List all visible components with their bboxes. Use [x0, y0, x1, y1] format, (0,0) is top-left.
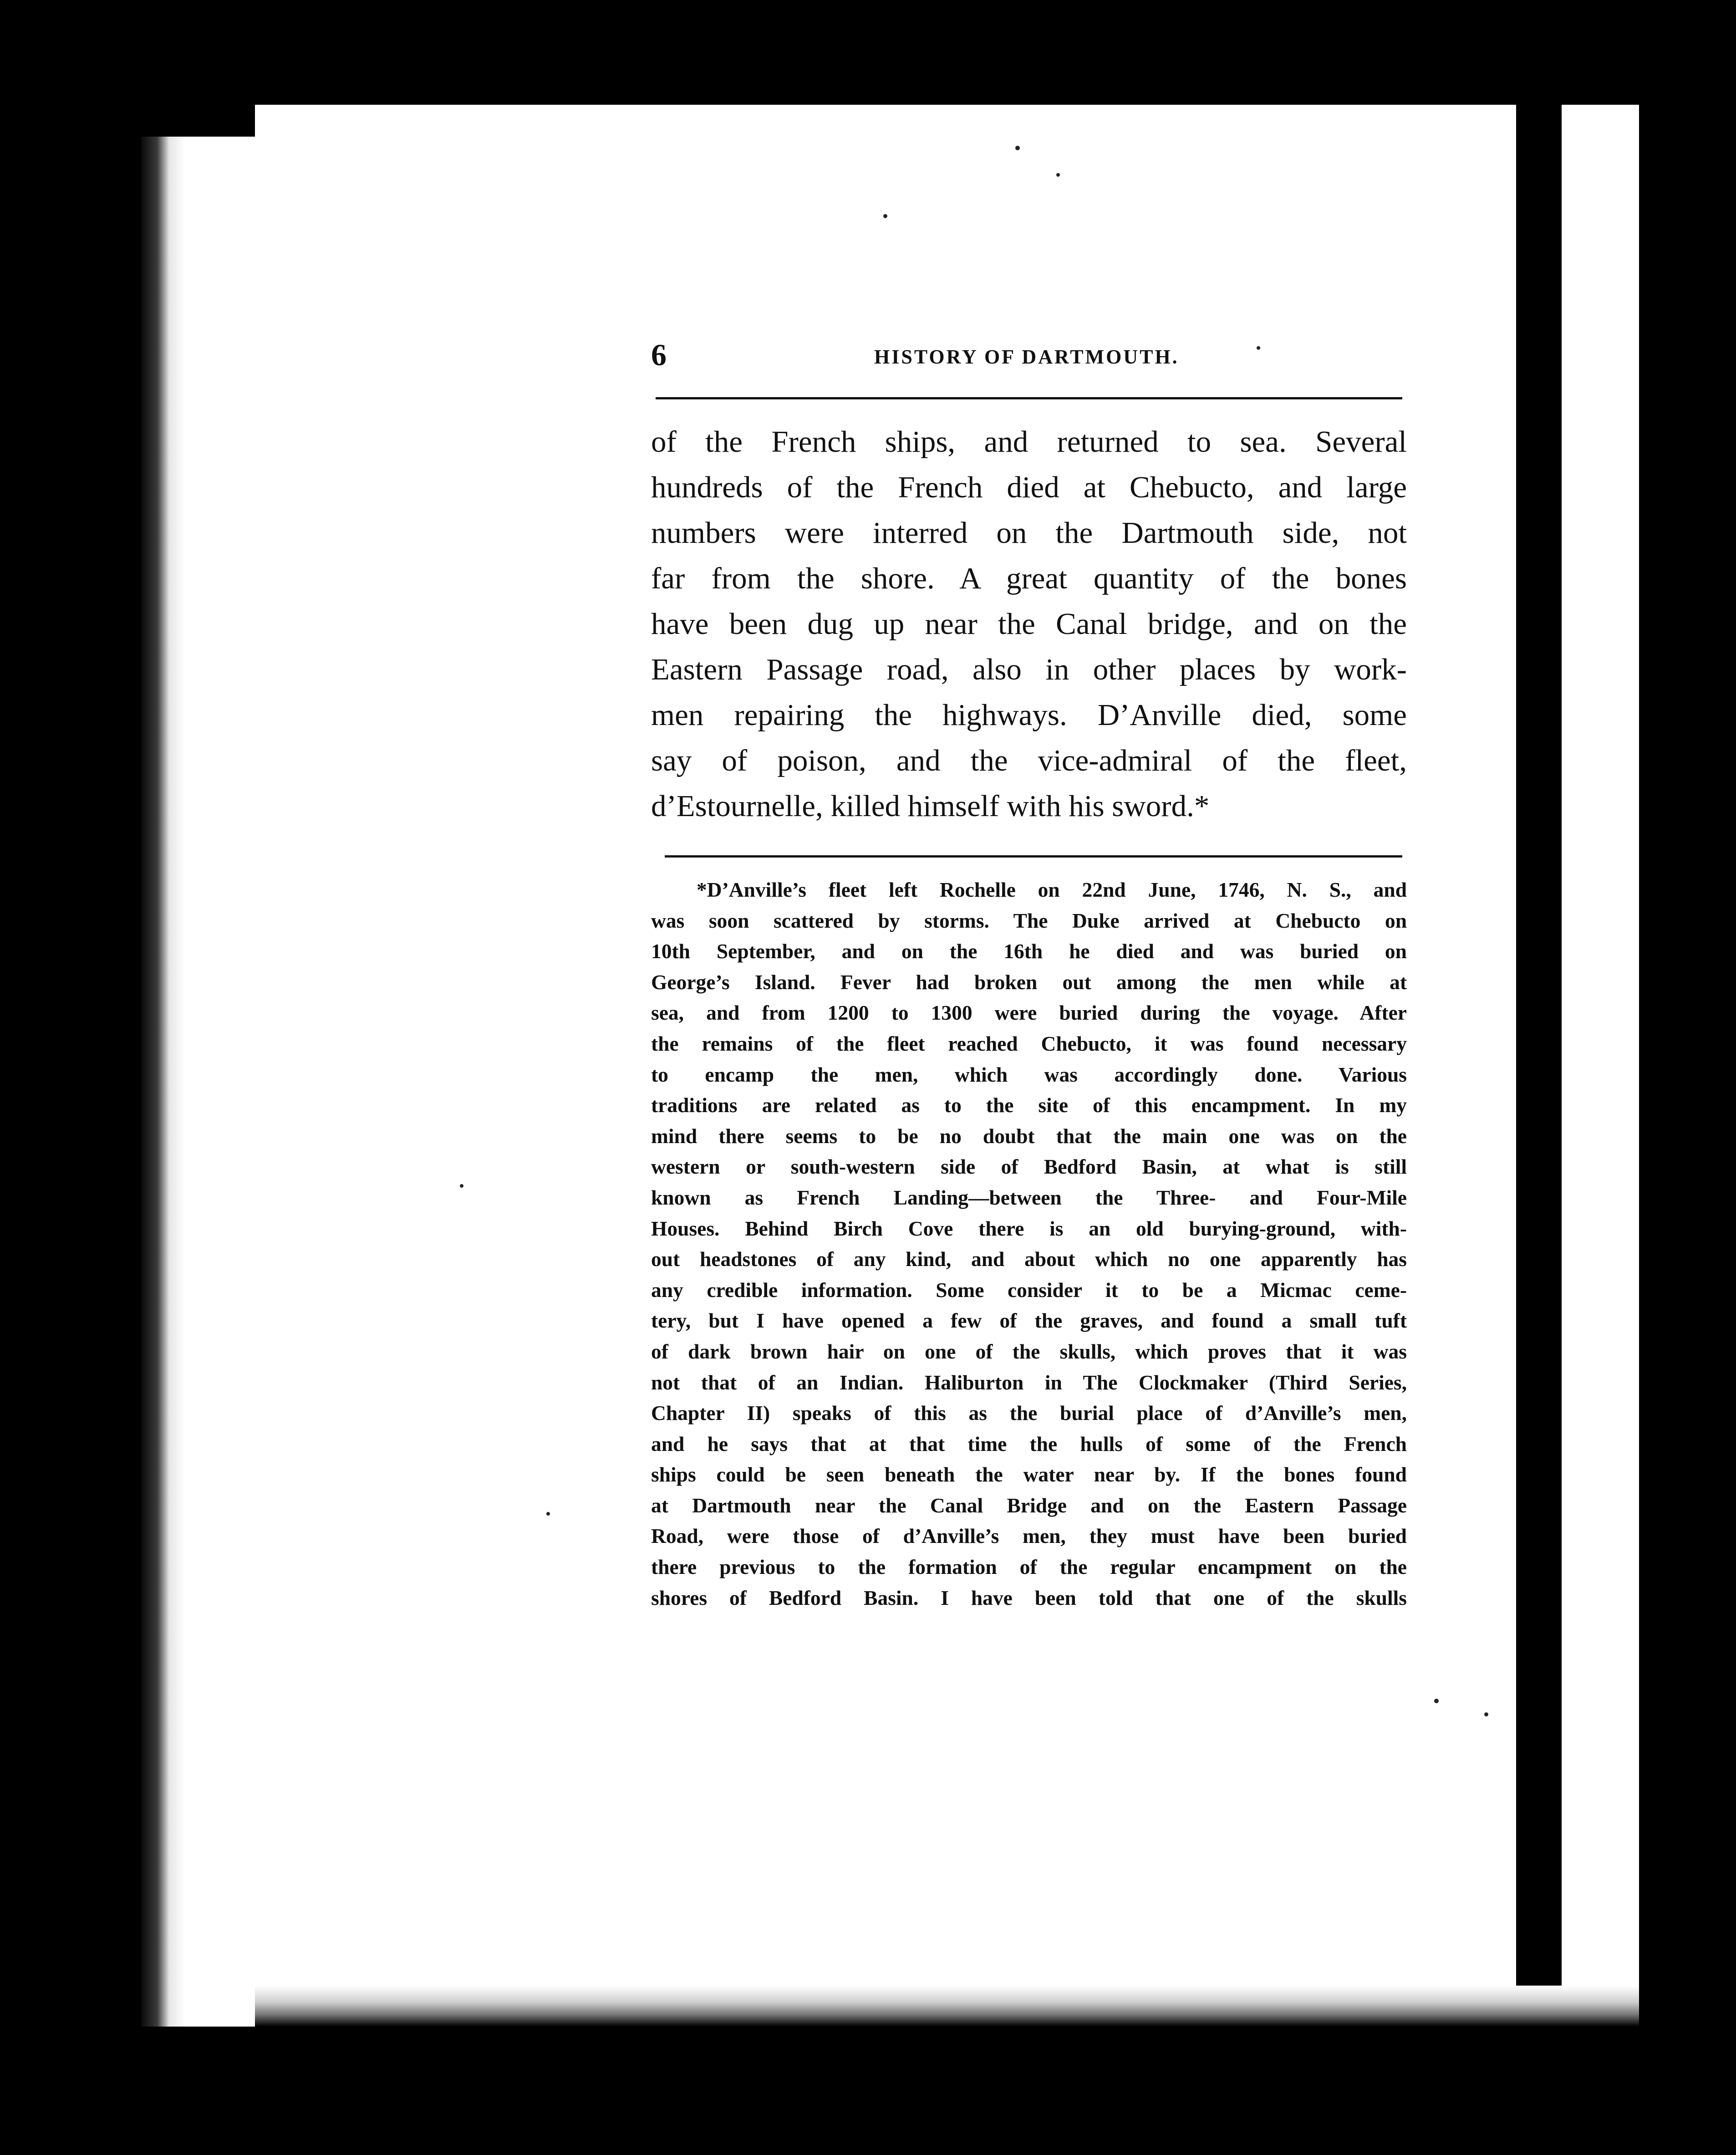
footnote-line: the remains of the fleet reached Chebucto, it was found necessary — [651, 1032, 1407, 1055]
footnote-line: sea, and from 1200 to 1300 were buried during the voyage. After — [651, 1001, 1407, 1025]
footnote-line: ships could be seen beneath the water near by. If the bones found — [651, 1463, 1407, 1486]
footnote-line: Road, were those of d’Anville’s men, they must have been buried — [651, 1524, 1407, 1548]
footnote-line: there previous to the formation of the regular encampment on the — [651, 1555, 1407, 1579]
footnote-line: tery, but I have opened a few of the graves, and found a small tuft — [651, 1309, 1407, 1333]
body-line: numbers were interred on the Dartmouth side, not — [651, 516, 1407, 550]
footnote-line: to encamp the men, which was accordingly done. Various — [651, 1062, 1407, 1086]
body-line: say of poison, and the vice-admiral of the fleet, — [651, 744, 1407, 777]
footnote-line: was soon scattered by storms. The Duke arrived at Chebucto on — [651, 909, 1407, 932]
footnote-line: known as French Landing—between the Three- and Four-Mile — [651, 1185, 1407, 1209]
footnote-line: traditions are related as to the site of this encampment. In my — [651, 1093, 1407, 1117]
footnote-rule — [665, 855, 1402, 858]
footnote-line: of dark brown hair on one of the skulls, which proves that it was — [651, 1339, 1407, 1363]
footnote-line: 10th September, and on the 16th he died and was buried on — [651, 940, 1407, 963]
page-number: 6 — [651, 337, 667, 372]
body-line: d’Estournelle, killed himself with his sword.* — [651, 789, 1210, 823]
footnote-line: not that of an Indian. Haliburton in The Clockmaker (Third Series, — [651, 1370, 1407, 1394]
footnote-line: George’s Island. Fever had broken out among the men while at — [651, 970, 1407, 994]
body-line: of the French ships, and returned to sea. Several — [651, 425, 1407, 459]
footnote-line: Houses. Behind Birch Cove there is an old burying-ground, with- — [651, 1216, 1407, 1240]
running-header — [651, 337, 1407, 378]
footnote-line: at Dartmouth near the Canal Bridge and on the Eastern Passage — [651, 1493, 1407, 1517]
body-line: hundreds of the French died at Chebucto, and large — [651, 470, 1407, 504]
body-paragraph — [651, 419, 1407, 829]
body-line: far from the shore. A great quantity of the bones — [651, 562, 1407, 595]
next-page-edge — [1562, 105, 1639, 2027]
footnote-line: mind there seems to be no doubt that the main one was on the — [651, 1124, 1407, 1148]
running-title: HISTORY OF DARTMOUTH. — [874, 346, 1179, 368]
footnote-line: Chapter II) speaks of this as the burial place of d’Anville’s men, — [651, 1401, 1407, 1425]
header-rule — [656, 397, 1402, 399]
footnote-line: and he says that at that time the hulls of some of the French — [651, 1432, 1407, 1455]
footnote-line: *D’Anville’s fleet left Rochelle on 22nd June, 1746, N. S., and — [697, 878, 1407, 901]
body-line: Eastern Passage road, also in other places by work- — [651, 653, 1407, 686]
page-bottom-edge — [255, 1986, 1639, 2027]
footnote-line: any credible information. Some consider it to be a Micmac ceme- — [651, 1278, 1407, 1302]
footnote-line: out headstones of any kind, and about which no one apparently has — [651, 1247, 1407, 1271]
footnote-line: western or south-western side of Bedford Basin, at what is still — [651, 1155, 1407, 1179]
body-line: men repairing the highways. D’Anville died, some — [651, 698, 1407, 732]
footnote-line: shores of Bedford Basin. I have been told that one of the skulls — [651, 1586, 1407, 1609]
page-gutter-shadow — [1516, 105, 1562, 2017]
body-line: have been dug up near the Canal bridge, and on the — [651, 607, 1407, 641]
footnote — [651, 874, 1407, 1613]
